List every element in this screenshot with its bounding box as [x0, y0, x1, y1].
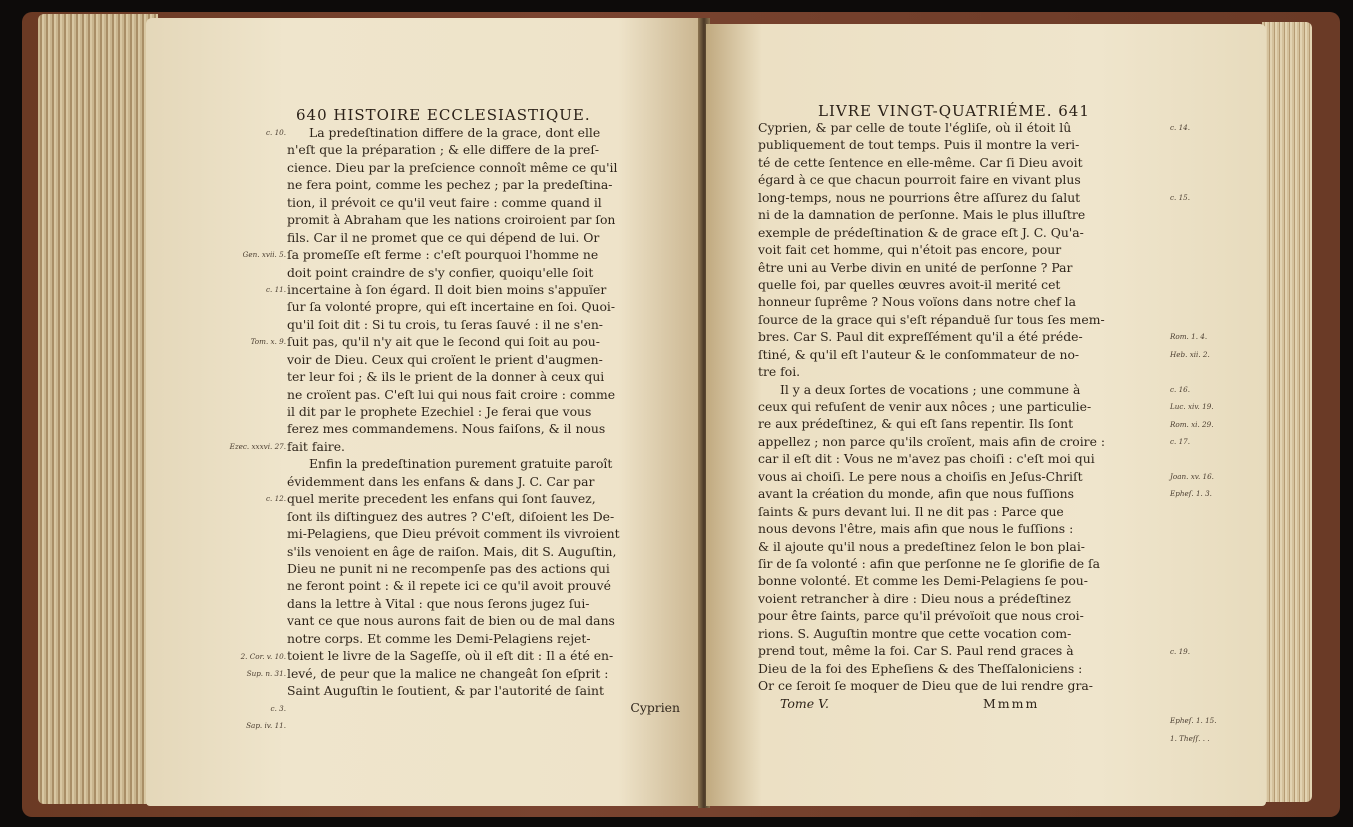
margin-reference: Tom. x. 9. — [250, 337, 286, 347]
margin-reference: c. 17. — [1170, 437, 1191, 447]
text-line: ter leur foi ; & ils le prient de la donner à ceux qui — [287, 369, 605, 385]
margin-reference: Epheſ. 1. 3. — [1170, 489, 1212, 499]
text-line: té de cette ſentence en elle-même. Car ſi Dieu avoit — [758, 154, 1083, 170]
text-line: appellez ; non parce qu'ils croïent, mais afin de croire : — [758, 433, 1106, 449]
text-line: ne fera point, comme les pechez ; par la predeſtina- — [287, 177, 613, 193]
margin-reference: c. 3. — [270, 703, 286, 713]
text-line: prend tout, même la foi. Car S. Paul rend graces à — [758, 643, 1074, 659]
right-page — [706, 24, 1266, 806]
margin-reference: c. 10. — [265, 128, 286, 137]
text-line: ſource de la grace qui s'eſt répanduë ſur tous ſes mem- — [758, 311, 1105, 327]
margin-reference: c. 16. — [1170, 384, 1191, 394]
text-line: cience. Dieu par la preſcience connoît même ce qu'il — [287, 159, 618, 175]
text-line: ſa promeſſe eſt ferme : c'eſt pourquoi l'homme ne — [287, 247, 599, 263]
text-line: exemple de prédeſtination & de grace eſt J. C. Qu'a- — [758, 224, 1084, 240]
page-edges-left — [38, 14, 158, 804]
margin-reference: c. 14. — [1170, 123, 1191, 132]
page-edges-right — [1262, 22, 1312, 802]
left-page-text — [287, 124, 680, 717]
text-line: ne croïent pas. C'eſt lui qui nous fait croire : comme — [287, 386, 616, 402]
text-line: avant la création du monde, afin que nous fuſſions — [758, 486, 1075, 502]
text-line: il dit par le prophete Ezechiel : Je ferai que vous — [287, 404, 592, 419]
margin-reference: 2. Cor. v. 10. — [240, 651, 286, 661]
text-line: quel merite precedent les enfans qui ſont ſauvez, — [287, 491, 596, 507]
margin-reference: Epheſ. 1. 15. — [1170, 716, 1217, 726]
margin-reference: Joan. xv. 16. — [1170, 472, 1214, 481]
text-line: quelle foi, par quelles œuvres avoit-il merité cet — [758, 276, 1061, 292]
text-line: ſir de ſa volonté : afin que perſonne ne ſe glorifie de ſa — [758, 555, 1101, 571]
text-line: car il eſt dit : Vous ne m'avez pas choiſi : c'eſt moi qui — [758, 451, 1095, 467]
right-page-header: LIVRE VINGT-QUATRIÉME. 641 — [818, 102, 1090, 120]
text-line: ſtiné, & qu'il eſt l'auteur & le conſommateur de no- — [758, 346, 1080, 362]
text-line: qu'il ſoit dit : Si tu crois, tu ſeras ſauvé : il ne s'en- — [287, 316, 603, 332]
text-line: doit point craindre de s'y confier, quoiqu'elle ſoit — [287, 264, 594, 280]
text-line: Or ce ſeroit ſe moquer de Dieu que de lui rendre gra- — [758, 678, 1093, 693]
margin-reference: c. 19. — [1170, 646, 1191, 656]
margin-reference: Gen. xvii. 5. — [242, 250, 286, 260]
text-line: Cyprien — [630, 700, 680, 716]
text-line: La predeſtination differe de la grace, dont elle — [309, 125, 601, 140]
margin-reference: Sup. n. 31. — [246, 668, 286, 678]
text-line: ferez mes commandemens. Nous faiſons, & il nous — [287, 421, 606, 437]
text-line: Dieu ne punit ni ne recompenſe pas des actions qui — [287, 560, 610, 576]
margin-reference: Heb. xii. 2. — [1170, 349, 1210, 359]
text-line: ſaints & purs devant lui. Il ne dit pas : Parce que — [758, 503, 1064, 519]
margin-reference: Rom. xi. 29. — [1170, 419, 1214, 429]
margin-reference: Sap. iv. 11. — [246, 721, 286, 731]
text-line: s'ils venoient en âge de raiſon. Mais, dit S. Auguſtin, — [287, 543, 617, 559]
text-line: ceux qui refuſent de venir aux nôces ; une particulie- — [758, 399, 1092, 414]
text-line: notre corps. Et comme les Demi-Pelagiens rejet- — [287, 630, 591, 646]
text-line: tion, il prévoit ce qu'il veut faire : comme quand il — [287, 194, 602, 210]
margin-reference: Luc. xiv. 19. — [1170, 402, 1214, 412]
left-page-header: 640 HISTOIRE ECCLESIASTIQUE. — [296, 106, 591, 124]
text-line: promit à Abraham que les nations croiroient par ſon — [287, 212, 616, 228]
text-line: Il y a deux ſortes de vocations ; une commune à — [780, 381, 1081, 397]
margin-reference: Rom. 1. 4. — [1170, 332, 1208, 342]
text-line: évidemment dans les enfans & dans J. C. Car par — [287, 473, 595, 489]
text-line: toient le livre de la Sageſſe, où il eſt dit : Il a été en- — [287, 648, 614, 664]
text-line: nous devons l'être, mais afin que nous le fuſſions : — [758, 521, 1074, 537]
text-line: publiquement de tout temps. Puis il montre la veri- — [758, 137, 1080, 153]
text-line: voit fait cet homme, qui n'étoit pas encore, pour — [758, 242, 1062, 258]
text-line: n'eſt que la préparation ; & elle differe de la preſ- — [287, 142, 600, 158]
text-line: tre foi. — [758, 364, 801, 380]
text-line: rions. S. Auguſtin montre que cette vocation com- — [758, 625, 1072, 641]
text-line: & il ajoute qu'il nous a predeſtinez ſelon le bon plai- — [758, 538, 1085, 554]
text-line: ne feront point : & il repete ici ce qu'il avoit prouvé — [287, 578, 611, 594]
margin-reference: c. 11. — [265, 285, 286, 295]
text-line: bres. Car S. Paul dit expreſſément qu'il a été préde- — [758, 329, 1083, 345]
text-line: ſuit pas, qu'il n'y ait que le ſecond qui ſoit au pou- — [287, 334, 600, 350]
signature-mark: Mmmm — [983, 696, 1040, 711]
text-line: voir de Dieu. Ceux qui croïent le prient d'augmen- — [287, 351, 603, 367]
text-line: Dieu de la foi des Epheſiens & des Theſſaloniciens : — [758, 660, 1083, 676]
text-line: long-temps, nous ne pourrions être aſſurez du ſalut — [758, 189, 1081, 205]
margin-reference: 1. Theſſ. . . — [1170, 733, 1210, 743]
text-line: levé, de peur que la malice ne changeât ſon eſprit : — [287, 665, 609, 681]
text-line: voient retrancher à dire : Dieu nous a prédeſtinez — [758, 590, 1071, 606]
text-line: vous ai choiſi. Le pere nous a choiſis en Jeſus-Chriſt — [758, 468, 1083, 484]
text-line: bonne volonté. Et comme les Demi-Pelagiens ſe pou- — [758, 573, 1088, 589]
text-line: être uni au Verbe divin en unité de perſonne ? Par — [758, 259, 1073, 275]
text-line: vant ce que nous aurons fait de bien ou de mal dans — [287, 613, 615, 629]
text-line: mi-Pelagiens, que Dieu prévoit comment ils vivroient — [287, 526, 620, 542]
text-line: honneur ſuprême ? Nous voïons dans notre chef la — [758, 294, 1077, 310]
text-line: re aux prédeſtinez, & qui eſt ſans repentir. Ils ſont — [758, 416, 1074, 432]
text-line: Enfin la predeſtination purement gratuite paroît — [309, 456, 613, 472]
left-page — [146, 18, 702, 806]
right-page-text — [758, 119, 1164, 694]
text-line: incertaine à ſon égard. Il doit bien moins s'appuïer — [287, 281, 607, 297]
volume-label: Tome V. — [780, 696, 829, 711]
text-line: pour être ſaints, parce qu'il prévoïoit que nous croi- — [758, 608, 1084, 624]
text-line: fait faire. — [287, 438, 345, 454]
text-line: ni de la damnation de perſonne. Mais le plus illuſtre — [758, 207, 1086, 223]
margin-reference: c. 12. — [265, 494, 286, 504]
text-line: ſur ſa volonté propre, qui eſt incertaine en ſoi. Quoi- — [287, 299, 616, 315]
text-line: Saint Auguſtin le ſoutient, & par l'autorité de ſaint — [287, 683, 604, 698]
text-line: égard à ce que chacun pourroit faire en vivant plus — [758, 172, 1081, 188]
text-line: fils. Car il ne promet que ce qui dépend de lui. Or — [287, 229, 600, 245]
margin-reference: c. 15. — [1170, 192, 1191, 202]
text-line: ſont ils diſtinguez des autres ? C'eſt, diſoient les De- — [287, 508, 615, 524]
text-line: Cyprien, & par celle de toute l'égliſe, où il étoit lû — [758, 120, 1072, 135]
margin-reference: Ezec. xxxvi. 27. — [229, 442, 286, 452]
text-line: dans la lettre à Vital : que nous ſerons jugez ſui- — [287, 595, 590, 611]
